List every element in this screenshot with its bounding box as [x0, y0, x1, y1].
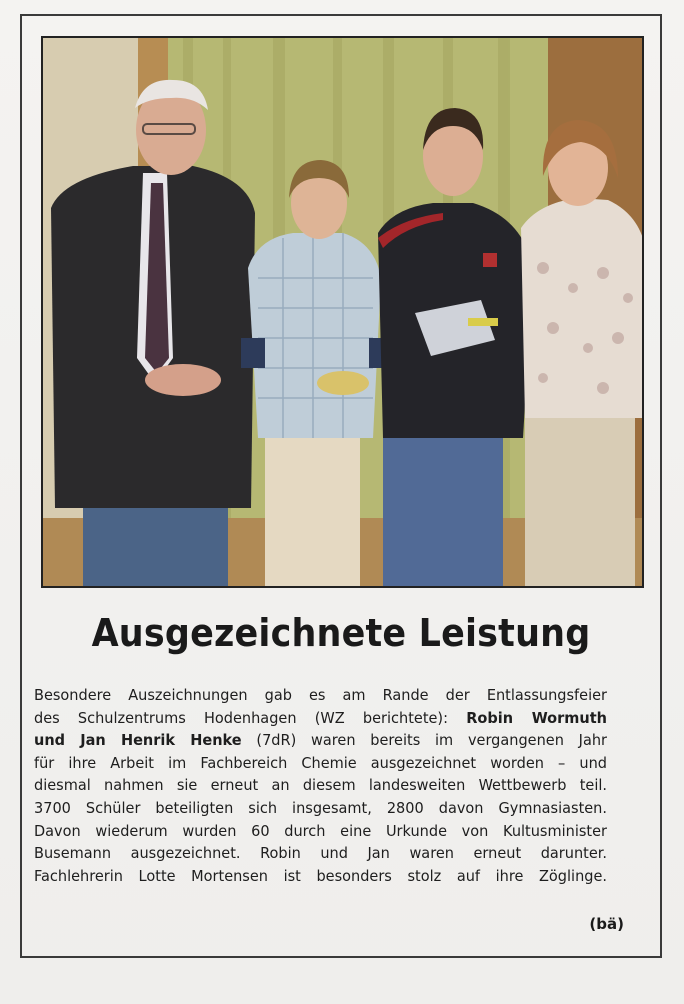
body-line: und Jan Henrik Henke (7dR) waren bereits im vergangenen Jahr: [34, 731, 607, 750]
article-photo: [41, 36, 644, 588]
body-line: Besondere Auszeichnungen gab es am Rande der Entlassungsfeier: [34, 686, 607, 704]
body-line: Busemann ausgezeichnet. Robin und Jan waren erneut darunter.: [34, 844, 607, 863]
body-line: diesmal nahmen sie erneut an diesem landesweiten Wettbewerb teil.: [34, 776, 607, 795]
author-signature: (bä): [589, 915, 624, 933]
body-line: 3700 Schüler beteiligten sich insgesamt, 2800 davon Gymnasiasten.: [34, 798, 607, 817]
article-headline: Ausgezeichnete Leistung: [91, 611, 591, 655]
article-body: [34, 684, 607, 887]
body-line: Davon wiederum wurden 60 durch eine Urkunde von Kultusminister: [34, 821, 607, 840]
body-line: des Schulzentrums Hodenhagen (WZ berichtete): Robin Wormuth: [34, 708, 607, 727]
body-line: Fachlehrerin Lotte Mortensen ist besonders stolz auf ihre Zöglinge.: [34, 866, 607, 885]
body-line: für ihre Arbeit im Fachbereich Chemie ausgezeichnet worden – und: [34, 753, 607, 772]
